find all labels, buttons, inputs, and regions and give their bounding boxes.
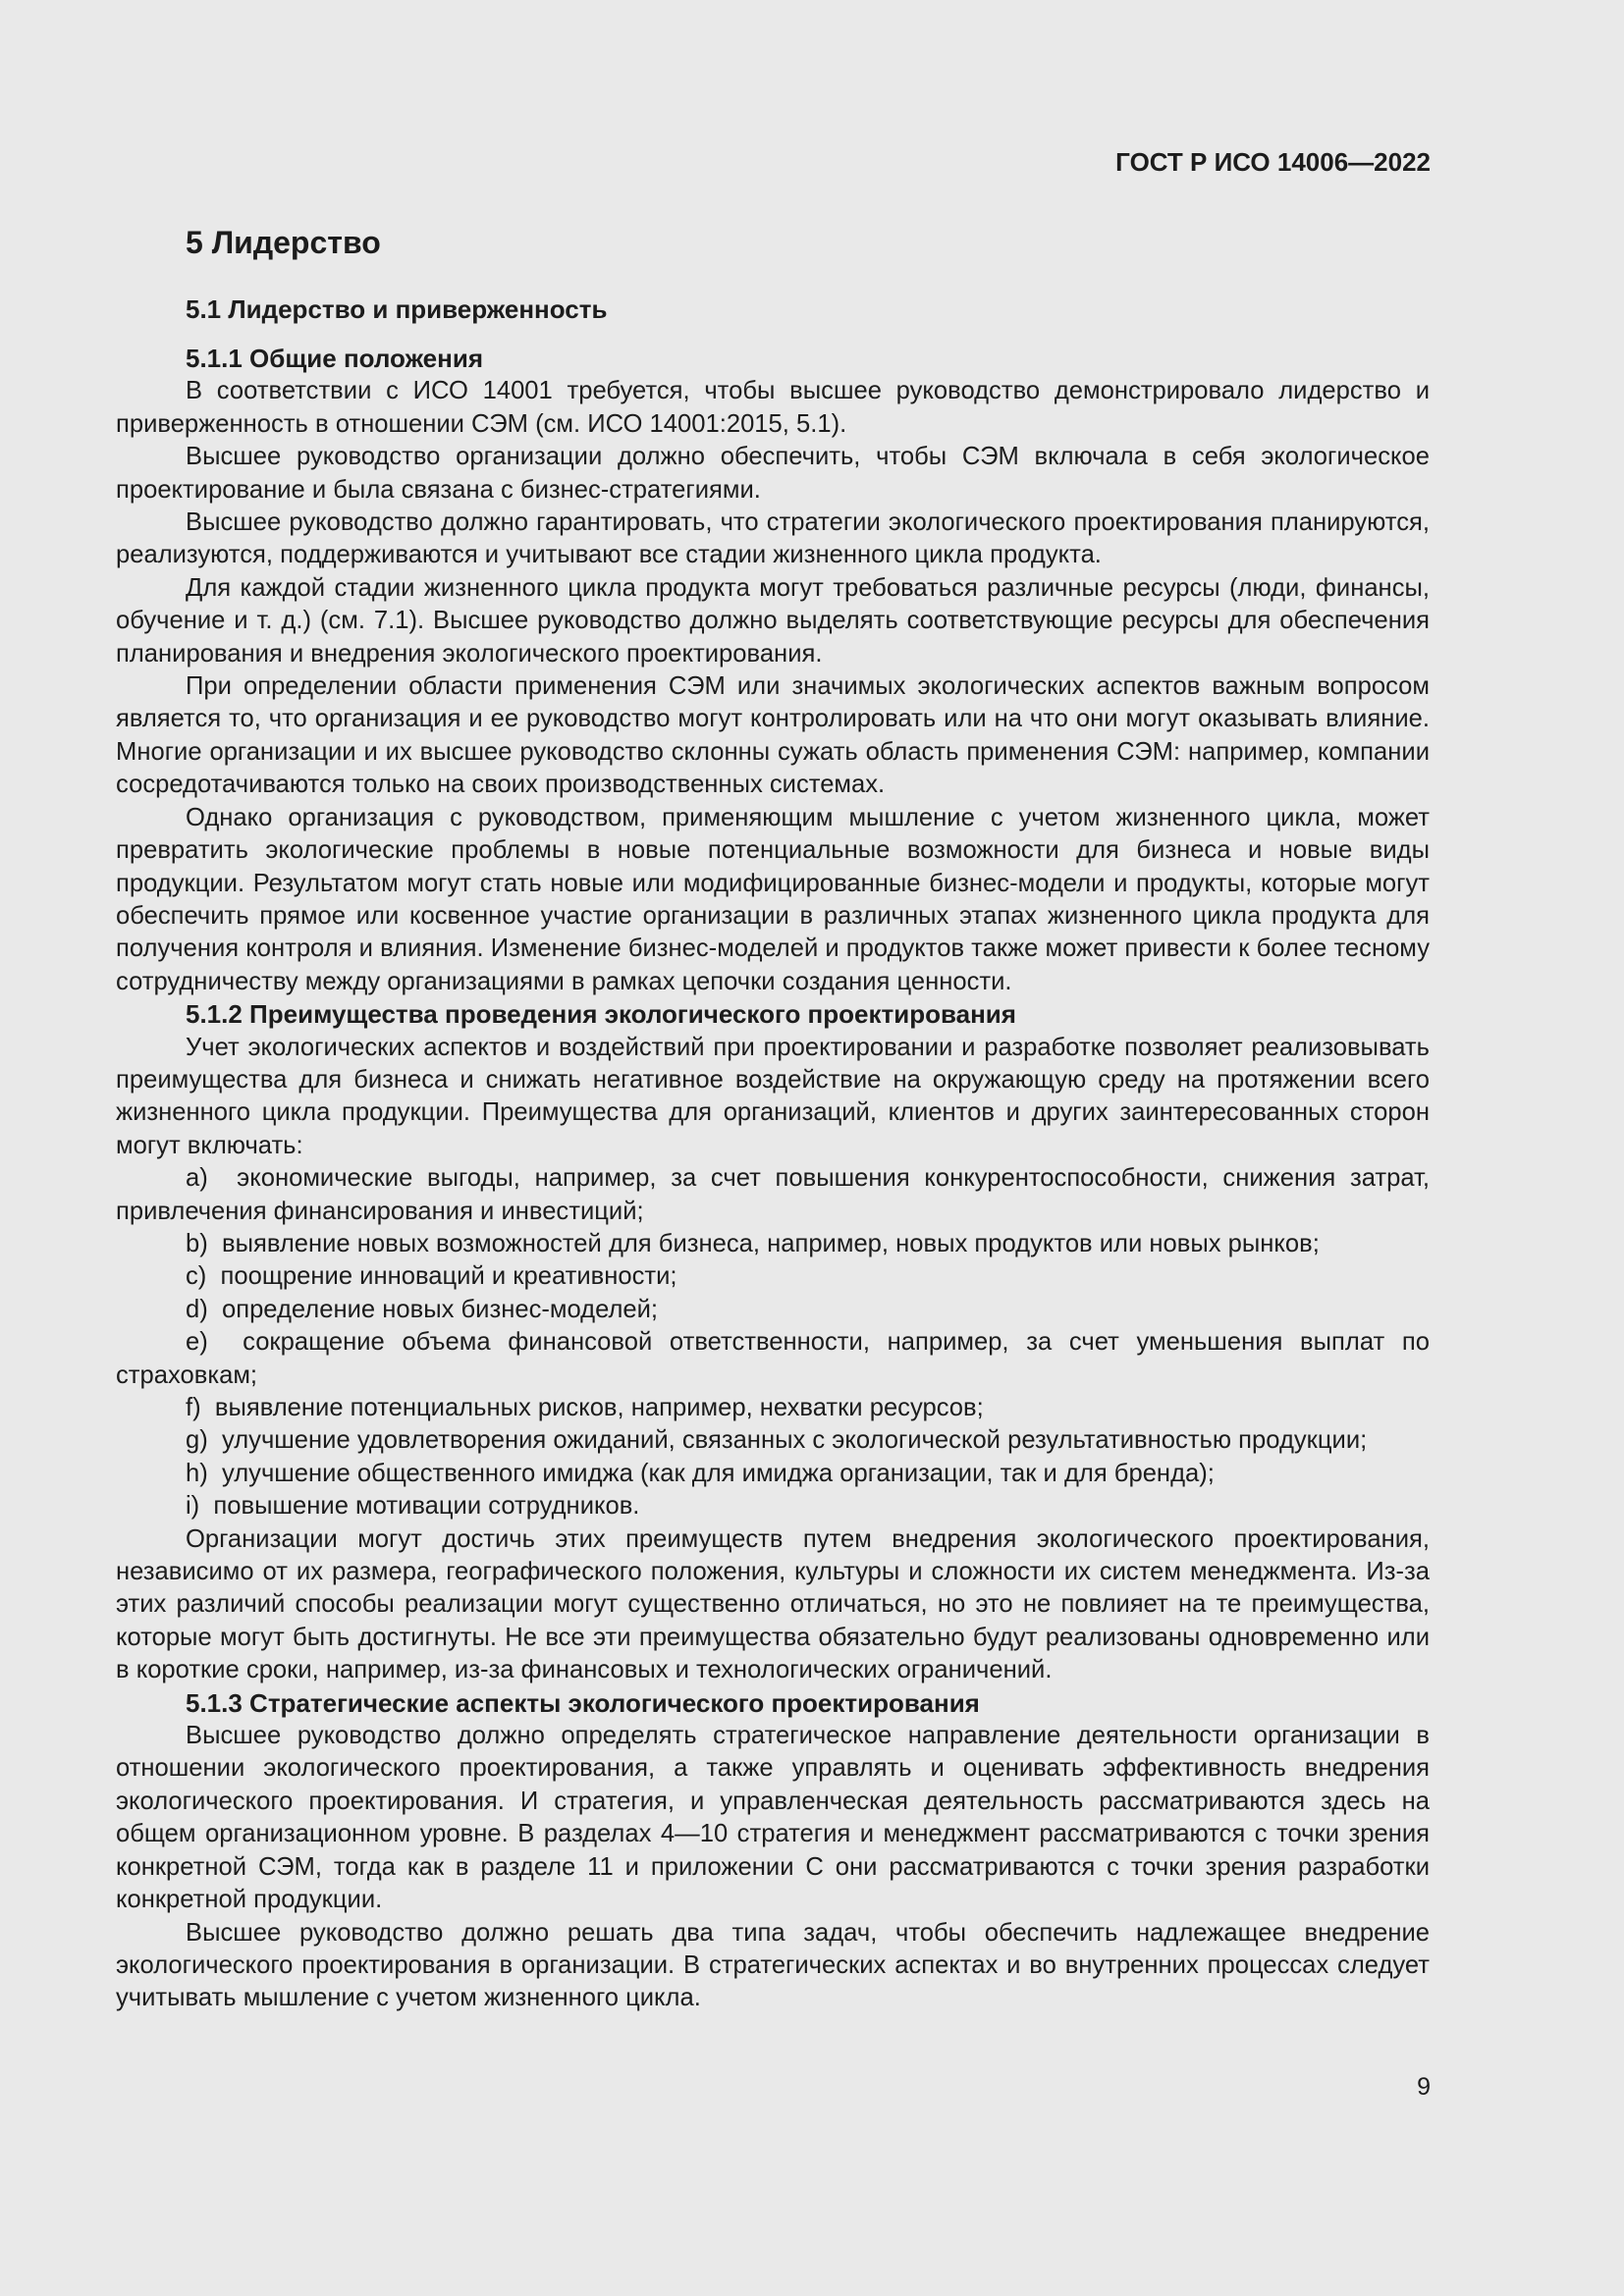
paragraph: Организации могут достичь этих преимуществ путем внедрения экологического проектирования, независимо от их размера, географического положения, культуры и сложности их систем менеджмента. Из-за этих различий способы реализации могут существенно отличаться, но это не повлияет на те преимущества, которые могут быть достигнуты. Не все эти преимущества обязательно будут реализованы одновременно или в короткие сроки, например, из-за финансовых и технологических ограничений. <box>116 1524 1430 1684</box>
clause-5-1-2-title: 5.1.2 Преимущества проведения экологического проектирования <box>186 999 1016 1030</box>
list-item: e) сокращение объема финансовой ответственности, например, за счет уменьшения выплат по страховкам; <box>116 1328 1430 1389</box>
list-item: f) выявление потенциальных рисков, например, нехватки ресурсов; <box>186 1394 984 1421</box>
paragraph: Высшее руководство должно определять стратегическое направление деятельности организации в отношении экологического проектирования, а также управлять и оценивать эффективность внедрения экологического проектирования. И стратегия, и управленческая деятельность рассматриваются здесь на общем организационном уровне. В разделах 4—10 стратегия и менеджмент рассматриваются с точки зрения конкретной СЭМ, тогда как в разделе 11 и приложении C они рассматриваются с точки зрения разработки конкретной продукции. <box>116 1722 1430 1914</box>
list-item: h) улучшение общественного имиджа (как для имиджа организации, так и для бренда); <box>186 1459 1215 1487</box>
list-item: g) улучшение удовлетворения ожиданий, связанных с экологической результативностью продукции; <box>186 1426 1368 1455</box>
section-title: 5 Лидерство <box>186 225 381 260</box>
paragraph: Высшее руководство должно решать два типа задач, чтобы обеспечить надлежащее внедрение экологического проектирования в организации. В стратегических аспектах и во внутренних процессах следует учитывать мышление с учетом жизненного цикла. <box>116 1918 1430 2012</box>
clause-5-1-3-title: 5.1.3 Стратегические аспекты экологического проектирования <box>186 1687 980 1718</box>
paragraph: Для каждой стадии жизненного цикла продукта могут требоваться различные ресурсы (люди, финансы, обучение и т. д.) (см. 7.1). Высшее руководство должно выделять соответствующие ресурсы для обеспечения планирования и внедрения экологического проектирования. <box>116 573 1430 667</box>
page-content <box>116 221 1430 2015</box>
document-code-header: ГОСТ Р ИСО 14006—2022 <box>1115 147 1431 177</box>
list-item: a) экономические выгоды, например, за счет повышения конкурентоспособности, снижения затрат, привлечения финансирования и инвестиций; <box>116 1164 1430 1225</box>
paragraph: При определении области применения СЭМ или значимых экологических аспектов важным вопросом является то, что организация и ее руководство могут контролировать или на что они могут оказывать влияние. Многие организации и их высшее руководство склонны сужать область применения СЭМ: например, компании сосредотачиваются только на своих производственных системах. <box>116 672 1430 799</box>
paragraph: Однако организация с руководством, применяющим мышление с учетом жизненного цикла, может превратить экологические проблемы в новые потенциальные возможности для бизнеса и новые виды продукции. Результатом могут стать новые или модифицированные бизнес-модели и продукты, которые могут обеспечить прямое или косвенное участие организации в различных этапах жизненного цикла продукта для получения контроля и влияния. Изменение бизнес-моделей и продуктов также может привести к более тесному сотрудничеству между организациями в рамках цепочки создания ценности. <box>116 803 1430 995</box>
paragraph: В соответствии с ИСО 14001 требуется, чтобы высшее руководство демонстрировало лидерство и приверженность в отношении СЭМ (см. ИСО 14001:2015, 5.1). <box>116 377 1430 438</box>
paragraph: Высшее руководство организации должно обеспечить, чтобы СЭМ включала в себя экологическое проектирование и была связана с бизнес-стратегиями. <box>116 443 1430 504</box>
clause-5-1-1-title: 5.1.1 Общие положения <box>186 344 483 373</box>
page-number: 9 <box>1417 2073 1431 2101</box>
paragraph: Высшее руководство должно гарантировать, что стратегии экологического проектирования планируются, реализуются, поддерживаются и учитывают все стадии жизненного цикла продукта. <box>116 508 1430 569</box>
list-item: d) определение новых бизнес-моделей; <box>186 1295 659 1323</box>
subsection-title: 5.1 Лидерство и приверженность <box>186 294 608 324</box>
list-item: i) повышение мотивации сотрудников. <box>186 1492 640 1521</box>
list-item: c) поощрение инноваций и креативности; <box>186 1262 677 1291</box>
list-item: b) выявление новых возможностей для бизнеса, например, новых продуктов или новых рынков; <box>186 1229 1320 1257</box>
paragraph: Учет экологических аспектов и воздействий при проектировании и разработке позволяет реализовывать преимущества для бизнеса и снижать негативное воздействие на окружающую среду на протяжении всего жизненного цикла продукции. Преимущества для организаций, клиентов и других заинтересованных сторон могут включать: <box>116 1033 1430 1159</box>
